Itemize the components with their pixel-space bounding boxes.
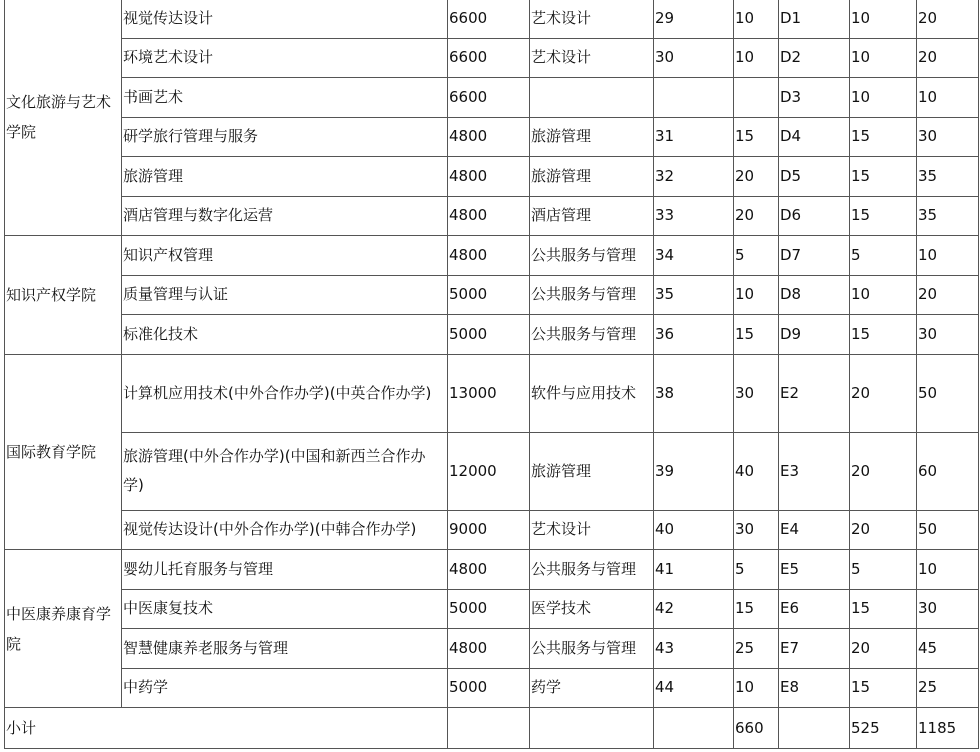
table-row <box>5 78 979 118</box>
seq-cell: 35 <box>654 275 734 315</box>
category-cell: 软件与应用技术 <box>530 354 654 432</box>
table-row <box>5 550 979 590</box>
total-cell: 20 <box>917 38 979 78</box>
seq-cell: 39 <box>654 432 734 510</box>
total-cell: 35 <box>917 196 979 236</box>
plan1-cell: 10 <box>734 668 779 708</box>
plan2-cell: 5 <box>850 236 917 276</box>
major-cell: 酒店管理与数字化运营 <box>122 196 448 236</box>
subtotal-plan2-cell: 525 <box>850 708 917 749</box>
total-cell: 30 <box>917 117 979 157</box>
seq-cell: 44 <box>654 668 734 708</box>
category-cell: 艺术设计 <box>530 510 654 550</box>
code-cell: D3 <box>779 78 850 118</box>
code-cell: E3 <box>779 432 850 510</box>
total-cell: 10 <box>917 550 979 590</box>
fee-cell: 4800 <box>448 157 530 197</box>
plan1-cell: 15 <box>734 589 779 629</box>
fee-cell: 12000 <box>448 432 530 510</box>
seq-cell: 32 <box>654 157 734 197</box>
fee-cell: 6600 <box>448 78 530 118</box>
plan1-cell: 40 <box>734 432 779 510</box>
code-cell: E5 <box>779 550 850 590</box>
total-cell: 20 <box>917 0 979 38</box>
major-cell: 研学旅行管理与服务 <box>122 117 448 157</box>
seq-cell: 38 <box>654 354 734 432</box>
plan2-cell: 10 <box>850 275 917 315</box>
total-cell: 10 <box>917 236 979 276</box>
subtotal-plan1-cell: 660 <box>734 708 779 749</box>
total-cell: 60 <box>917 432 979 510</box>
college-cell: 国际教育学院 <box>5 354 122 550</box>
subtotal-label: 小计 <box>5 708 448 749</box>
table-row <box>5 668 979 708</box>
code-cell: D1 <box>779 0 850 38</box>
category-cell: 旅游管理 <box>530 117 654 157</box>
code-cell: D5 <box>779 157 850 197</box>
fee-cell: 6600 <box>448 0 530 38</box>
college-cell: 中医康养康育学院 <box>5 550 122 708</box>
plan2-cell: 20 <box>850 510 917 550</box>
fee-cell: 4800 <box>448 629 530 669</box>
code-cell: E4 <box>779 510 850 550</box>
plan2-cell: 15 <box>850 589 917 629</box>
plan2-cell: 15 <box>850 196 917 236</box>
major-cell: 视觉传达设计 <box>122 0 448 38</box>
category-cell: 旅游管理 <box>530 432 654 510</box>
code-cell: D8 <box>779 275 850 315</box>
fee-cell: 4800 <box>448 196 530 236</box>
fee-cell: 5000 <box>448 275 530 315</box>
category-cell: 公共服务与管理 <box>530 315 654 355</box>
plan2-cell: 15 <box>850 157 917 197</box>
seq-cell: 43 <box>654 629 734 669</box>
subtotal-row <box>5 708 979 749</box>
category-cell: 公共服务与管理 <box>530 629 654 669</box>
table-row <box>5 38 979 78</box>
seq-cell: 33 <box>654 196 734 236</box>
major-cell: 智慧健康养老服务与管理 <box>122 629 448 669</box>
subtotal-category-cell <box>530 708 654 749</box>
plan1-cell: 25 <box>734 629 779 669</box>
category-cell: 医学技术 <box>530 589 654 629</box>
plan2-cell: 10 <box>850 0 917 38</box>
plan1-cell: 20 <box>734 157 779 197</box>
plan2-cell: 15 <box>850 315 917 355</box>
total-cell: 30 <box>917 315 979 355</box>
major-cell: 标准化技术 <box>122 315 448 355</box>
fee-cell: 6600 <box>448 38 530 78</box>
plan2-cell: 10 <box>850 78 917 118</box>
plan2-cell: 20 <box>850 629 917 669</box>
plan2-cell: 15 <box>850 117 917 157</box>
category-cell: 公共服务与管理 <box>530 236 654 276</box>
seq-cell: 30 <box>654 38 734 78</box>
category-cell: 酒店管理 <box>530 196 654 236</box>
plan1-cell: 30 <box>734 354 779 432</box>
subtotal-fee-cell <box>448 708 530 749</box>
table-row <box>5 0 979 38</box>
major-cell: 旅游管理(中外合作办学)(中国和新西兰合作办学) <box>122 432 448 510</box>
fee-cell: 4800 <box>448 117 530 157</box>
fee-cell: 5000 <box>448 589 530 629</box>
table-row <box>5 354 979 432</box>
code-cell: D6 <box>779 196 850 236</box>
category-cell: 艺术设计 <box>530 38 654 78</box>
major-cell: 婴幼儿托育服务与管理 <box>122 550 448 590</box>
subtotal-seq-cell <box>654 708 734 749</box>
category-cell <box>530 78 654 118</box>
college-cell: 文化旅游与艺术学院 <box>5 0 122 236</box>
code-cell: E8 <box>779 668 850 708</box>
code-cell: D2 <box>779 38 850 78</box>
seq-cell <box>654 78 734 118</box>
code-cell: E6 <box>779 589 850 629</box>
code-cell: D9 <box>779 315 850 355</box>
code-cell: E7 <box>779 629 850 669</box>
major-cell: 中药学 <box>122 668 448 708</box>
total-cell: 50 <box>917 510 979 550</box>
major-cell: 视觉传达设计(中外合作办学)(中韩合作办学) <box>122 510 448 550</box>
plan1-cell: 5 <box>734 236 779 276</box>
fee-cell: 9000 <box>448 510 530 550</box>
major-cell: 环境艺术设计 <box>122 38 448 78</box>
seq-cell: 29 <box>654 0 734 38</box>
table-row <box>5 196 979 236</box>
seq-cell: 41 <box>654 550 734 590</box>
category-cell: 公共服务与管理 <box>530 550 654 590</box>
total-cell: 10 <box>917 78 979 118</box>
total-cell: 25 <box>917 668 979 708</box>
table-row <box>5 315 979 355</box>
fee-cell: 5000 <box>448 315 530 355</box>
major-cell: 计算机应用技术(中外合作办学)(中英合作办学) <box>122 354 448 432</box>
fee-cell: 5000 <box>448 668 530 708</box>
category-cell: 艺术设计 <box>530 0 654 38</box>
plan2-cell: 10 <box>850 38 917 78</box>
major-cell: 质量管理与认证 <box>122 275 448 315</box>
major-cell: 旅游管理 <box>122 157 448 197</box>
code-cell: D4 <box>779 117 850 157</box>
total-cell: 20 <box>917 275 979 315</box>
category-cell: 公共服务与管理 <box>530 275 654 315</box>
admission-plan-table <box>4 0 979 749</box>
table-row <box>5 510 979 550</box>
table-row <box>5 629 979 669</box>
table-row <box>5 589 979 629</box>
fee-cell: 4800 <box>448 550 530 590</box>
plan1-cell: 20 <box>734 196 779 236</box>
fee-cell: 4800 <box>448 236 530 276</box>
seq-cell: 36 <box>654 315 734 355</box>
total-cell: 30 <box>917 589 979 629</box>
major-cell: 书画艺术 <box>122 78 448 118</box>
major-cell: 中医康复技术 <box>122 589 448 629</box>
total-cell: 45 <box>917 629 979 669</box>
table-body <box>5 0 979 749</box>
plan1-cell: 15 <box>734 315 779 355</box>
table-row <box>5 432 979 510</box>
seq-cell: 42 <box>654 589 734 629</box>
plan1-cell: 10 <box>734 0 779 38</box>
major-cell: 知识产权管理 <box>122 236 448 276</box>
subtotal-total-cell: 1185 <box>917 708 979 749</box>
code-cell: E2 <box>779 354 850 432</box>
table-row <box>5 157 979 197</box>
code-cell: D7 <box>779 236 850 276</box>
subtotal-code-cell <box>779 708 850 749</box>
plan2-cell: 15 <box>850 668 917 708</box>
college-cell: 知识产权学院 <box>5 236 122 355</box>
plan1-cell <box>734 78 779 118</box>
plan2-cell: 20 <box>850 354 917 432</box>
seq-cell: 40 <box>654 510 734 550</box>
total-cell: 50 <box>917 354 979 432</box>
plan1-cell: 10 <box>734 275 779 315</box>
fee-cell: 13000 <box>448 354 530 432</box>
plan1-cell: 10 <box>734 38 779 78</box>
plan1-cell: 30 <box>734 510 779 550</box>
plan2-cell: 5 <box>850 550 917 590</box>
plan2-cell: 20 <box>850 432 917 510</box>
plan1-cell: 5 <box>734 550 779 590</box>
plan1-cell: 15 <box>734 117 779 157</box>
seq-cell: 34 <box>654 236 734 276</box>
total-cell: 35 <box>917 157 979 197</box>
table-row <box>5 236 979 276</box>
table-row <box>5 275 979 315</box>
category-cell: 药学 <box>530 668 654 708</box>
category-cell: 旅游管理 <box>530 157 654 197</box>
table-row <box>5 117 979 157</box>
seq-cell: 31 <box>654 117 734 157</box>
